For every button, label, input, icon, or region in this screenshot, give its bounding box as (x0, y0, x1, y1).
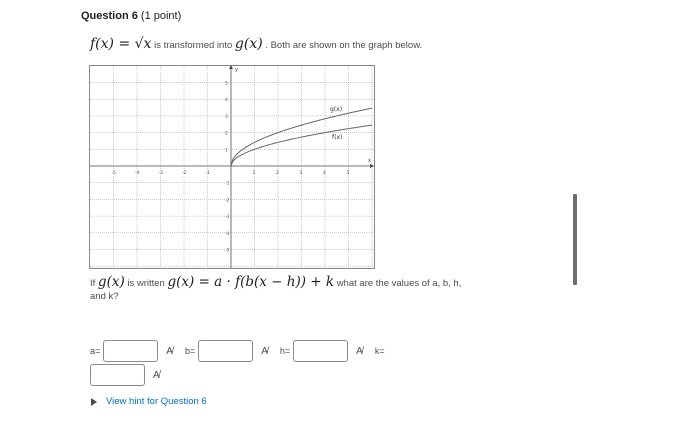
f-expression: f(x) = √x (90, 36, 152, 52)
answer-fields (90, 339, 470, 387)
x-tick-label: 5 (346, 171, 350, 176)
y-tick-label: 3 (225, 114, 228, 120)
question-points: (1 point) (137, 10, 182, 22)
b-input[interactable] (198, 340, 253, 362)
f-curve-label: f(x) (332, 134, 343, 141)
disclosure-triangle-icon (91, 398, 97, 406)
k-label: k= (374, 346, 385, 356)
a-input[interactable] (103, 340, 158, 362)
y-tick-label: 1 (225, 148, 228, 154)
x-tick-label: -4 (135, 171, 140, 176)
g-curve-label: g(x) (330, 106, 343, 113)
spellcheck-icon[interactable]: A̸ (261, 345, 268, 357)
x-tick-label: -5 (111, 171, 116, 176)
question-title: Question 6 (81, 10, 138, 22)
prompt-text-2: is written (124, 278, 168, 289)
x-tick-label: -1 (205, 171, 210, 176)
question-header (81, 10, 181, 22)
scrollbar-thumb[interactable] (573, 194, 577, 285)
y-axis-label: y (235, 67, 238, 73)
y-tick-label: -1 (225, 181, 230, 187)
h-label: h= (279, 346, 291, 356)
prompt-g: g(x) (97, 274, 125, 290)
stem-text-mid: is transformed into (154, 40, 235, 51)
prompt-text-1: If (90, 278, 98, 289)
y-tick-label: -2 (225, 198, 230, 204)
prompt-formula: g(x) = a · f(b(x − h)) + k (167, 274, 335, 290)
graph (89, 65, 375, 269)
a-label: a= (90, 346, 101, 356)
stem-text-end: . Both are shown on the graph below. (265, 40, 423, 51)
spellcheck-icon[interactable]: A̸ (166, 345, 173, 357)
answer-row-2 (90, 363, 470, 387)
question-prompt (90, 276, 470, 303)
h-input[interactable] (293, 340, 348, 362)
x-tick-label: 4 (323, 171, 326, 176)
y-tick-label: -3 (225, 215, 230, 221)
hint-toggle[interactable] (91, 396, 207, 407)
y-tick-label: -4 (225, 231, 230, 237)
x-axis-label: x (368, 158, 371, 164)
y-tick-label: 2 (225, 131, 228, 137)
graph-svg (89, 65, 375, 269)
x-tick-label: 1 (252, 171, 256, 176)
hint-link[interactable]: View hint for Question 6 (106, 396, 207, 407)
g-expression: g(x) (234, 36, 263, 52)
graph-frame (90, 66, 375, 269)
x-tick-label: 2 (276, 171, 279, 176)
answer-row-1 (90, 339, 470, 363)
question-stem (90, 36, 422, 52)
k-input[interactable] (90, 364, 145, 386)
spellcheck-icon[interactable]: A̸ (153, 369, 160, 381)
y-tick-label: 5 (225, 81, 228, 87)
x-tick-label: -2 (182, 171, 187, 176)
x-tick-label: 3 (299, 171, 303, 176)
spellcheck-icon[interactable]: A̸ (356, 345, 363, 357)
x-tick-label: -3 (158, 171, 163, 176)
prompt-text-3: what are the values of a, b, h, and k? (90, 278, 462, 302)
y-tick-label: -5 (225, 248, 230, 254)
y-tick-label: 4 (225, 98, 228, 104)
b-label: b= (184, 346, 196, 356)
